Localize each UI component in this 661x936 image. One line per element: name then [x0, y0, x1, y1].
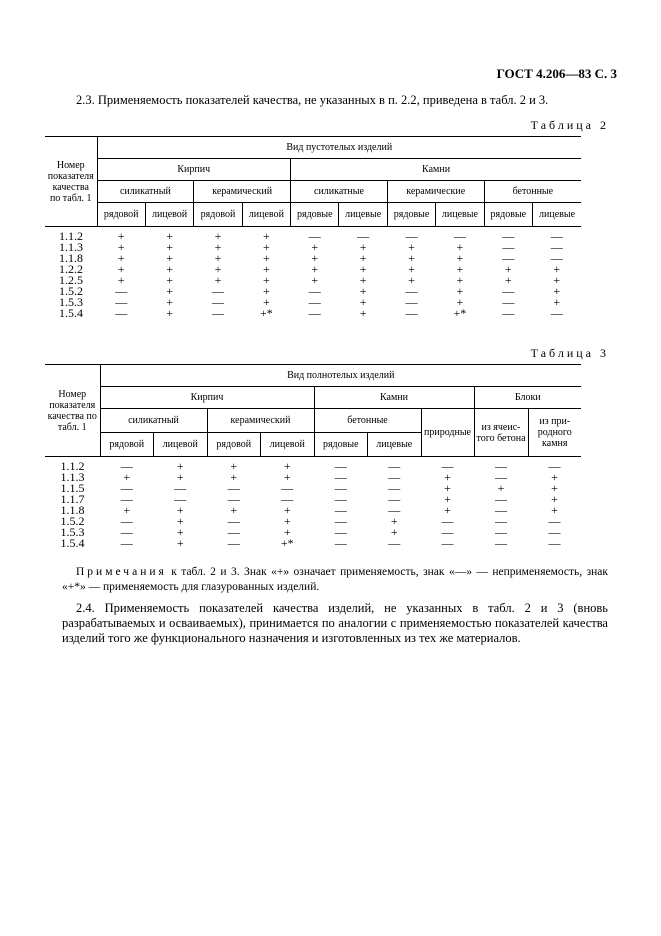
table-cell: — [495, 459, 507, 473]
table2-col-header: рядовой [97, 203, 145, 227]
table-cell: + [359, 284, 367, 298]
table-cell: — [334, 536, 347, 550]
notes-label: Примечания [76, 566, 167, 578]
row-id: 1.5.2 [59, 284, 83, 298]
table-cell: + [166, 273, 173, 287]
table-cell: + [176, 459, 184, 473]
table-cell: — [334, 481, 347, 495]
table-cell: + [262, 251, 270, 265]
table2-col-header: рядовые [484, 203, 532, 227]
table2-caption: Таблица 2 [530, 118, 609, 132]
table-cell: + [456, 284, 464, 298]
table-cell: — [308, 295, 321, 309]
table-cell: — [405, 284, 418, 298]
table-cell: + [359, 262, 367, 276]
table-cell: + [456, 240, 464, 254]
table-cell: + [359, 295, 367, 309]
table-cell: + [359, 306, 367, 320]
table-cell: — [120, 525, 133, 539]
table3-col-header: рядовые [314, 433, 368, 457]
table-cell: + [166, 306, 173, 320]
table2-col-header: лицевые [436, 203, 484, 227]
table-cell: + [408, 240, 415, 254]
table2-sub-silicate-pl: силикатные [291, 181, 388, 203]
table-cell: + [214, 273, 222, 287]
table-cell: + [262, 229, 270, 243]
row-id: 1.1.3 [60, 470, 85, 484]
table2-sub-silicate: силикатный [97, 181, 194, 203]
table-cell: + [551, 503, 558, 517]
table-cell: + [262, 295, 270, 309]
table-cell: + [408, 251, 415, 265]
table3-col-natural-stone: из при-родного камня [528, 409, 581, 457]
table-cell: — [548, 525, 561, 539]
table-cell: — [548, 536, 561, 550]
row-id: 1.1.8 [60, 503, 85, 517]
table3-group-blocks: Блоки [474, 387, 581, 409]
table-cell: — [388, 492, 401, 506]
table-cell: + [359, 273, 367, 287]
table-cell: + [456, 273, 464, 287]
table-cell: — [502, 251, 515, 265]
table-cell: + [456, 295, 464, 309]
table-cell: + [390, 514, 398, 528]
table-cell: — [308, 229, 321, 243]
table-cell: — [211, 295, 224, 309]
table-cell: + [262, 273, 270, 287]
table-cell: + [176, 525, 184, 539]
table2-sub-concrete: бетонные [484, 181, 581, 203]
table-cell: + [214, 240, 222, 254]
table-cell: — [227, 525, 240, 539]
table-2 [45, 136, 581, 319]
table-cell: + [166, 240, 173, 254]
table-cell: — [227, 514, 240, 528]
table-cell: — [495, 525, 507, 539]
table-cell: + [551, 492, 558, 506]
table3-title: Вид полнотелых изделий [100, 365, 581, 387]
table-cell: — [495, 514, 507, 528]
table3-col-header: рядовой [100, 433, 154, 457]
table3-col-header: лицевые [368, 433, 422, 457]
table-cell: — [281, 492, 294, 506]
row-id: 1.5.4 [60, 536, 85, 550]
table3-col-natural: природные [421, 409, 474, 457]
table2-row-header: Номер показателя качества по табл. 1 [45, 137, 97, 227]
table-cell: — [227, 536, 240, 550]
table-cell: + [166, 251, 173, 265]
table-cell: + [262, 240, 270, 254]
row-id: 1.5.4 [59, 306, 83, 320]
table2-col-header: рядовые [291, 203, 339, 227]
table-cell: + [283, 514, 291, 528]
table3-col-header: лицевой [261, 433, 315, 457]
table-cell: + [283, 459, 291, 473]
table-cell: + [117, 262, 125, 276]
table-cell: — [174, 481, 187, 495]
table2-col-header: лицевой [242, 203, 290, 227]
table-cell: — [227, 492, 240, 506]
table-cell: + [214, 229, 222, 243]
table-cell: — [115, 295, 128, 309]
table-cell: — [227, 481, 240, 495]
table-cell: + [408, 262, 415, 276]
table-cell: + [283, 525, 291, 539]
table2-col-header: рядовые [387, 203, 435, 227]
table-cell: — [453, 229, 466, 243]
table-cell: + [551, 470, 558, 484]
table-cell: + [444, 492, 451, 506]
table-cell: — [308, 284, 321, 298]
table-cell: + [117, 240, 125, 254]
row-id: 1.1.5 [60, 481, 85, 495]
table-cell: — [441, 514, 454, 528]
table-cell: — [550, 229, 563, 243]
table-cell: + [117, 273, 125, 287]
table-cell: — [120, 514, 133, 528]
table-cell: — [120, 536, 133, 550]
table-cell: — [502, 284, 515, 298]
table-cell: — [495, 470, 507, 484]
table-cell: + [176, 503, 184, 517]
paragraph-2-4: 2.4. Применяемость показателей качества изделий, не указанных в табл. 2 и 3 (вновь разрабатываемых и осваиваемых), принимается по аналогии с применяемостью показателей качества изделий того же функционального назначения и изготовленных из тех же материалов. [62, 601, 608, 645]
table-cell: +* [453, 306, 467, 320]
table-cell: + [176, 536, 184, 550]
table-cell: — [388, 503, 401, 517]
table3-sub-ceramic: керамический [207, 409, 314, 433]
table-cell: — [211, 306, 224, 320]
table-cell: — [334, 470, 347, 484]
table2-col-header: лицевые [339, 203, 387, 227]
table-cell: + [553, 273, 561, 287]
table-cell: — [120, 492, 133, 506]
table-cell: — [550, 240, 563, 254]
table3-row-header: Номер показателя качества по табл. 1 [45, 365, 100, 457]
table-cell: — [334, 514, 347, 528]
table-cell: — [115, 284, 128, 298]
table-cell: + [456, 262, 464, 276]
table2-col-header: лицевой [145, 203, 193, 227]
paragraph-2-3: 2.3. Применяемость показателей качества, не указанных в п. 2.2, приведена в табл. 2 и 3. [76, 93, 549, 107]
table-cell: + [390, 525, 398, 539]
table2-col-header: лицевые [533, 203, 582, 227]
table2-sub-ceramic: керамический [194, 181, 291, 203]
table-cell: — [405, 229, 418, 243]
table-cell: — [120, 459, 133, 473]
page-header: ГОСТ 4.206—83 С. 3 [496, 66, 617, 81]
table-cell: — [115, 306, 128, 320]
table2-col-header: рядовой [194, 203, 242, 227]
row-id: 1.1.2 [60, 459, 85, 473]
table-cell: — [550, 306, 563, 320]
table-cell: + [262, 284, 270, 298]
table3-col-header: лицевой [154, 433, 208, 457]
table-cell: + [166, 229, 173, 243]
table-cell: — [502, 306, 515, 320]
table-cell: + [311, 262, 319, 276]
table-cell: + [444, 470, 451, 484]
row-id: 1.2.2 [59, 262, 83, 276]
table-cell: + [230, 470, 238, 484]
notes-text: к табл. 2 и 3. Знак «+» означает применяемость, знак «—» — неприменяемость, знак «+*» — применяемость для глазурованных изделий. [62, 566, 608, 593]
table-cell: — [281, 481, 294, 495]
table-cell: — [334, 459, 347, 473]
table-cell: + [214, 251, 222, 265]
table-cell: + [117, 229, 125, 243]
table-cell: — [441, 536, 454, 550]
table3-col-cellular-concrete: из ячеис-того бетона [474, 409, 528, 457]
table-cell: — [388, 470, 401, 484]
table-cell: — [357, 229, 370, 243]
table-cell: + [551, 481, 558, 495]
table-cell: — [388, 459, 401, 473]
table-cell: + [444, 503, 451, 517]
table2-body [45, 227, 581, 320]
table-cell: — [388, 481, 401, 495]
row-id: 1.5.3 [60, 525, 85, 539]
table-cell: + [123, 503, 131, 517]
table-cell: + [504, 262, 512, 276]
table-cell: + [176, 470, 184, 484]
table-cell: + [408, 273, 415, 287]
table-cell: + [166, 284, 173, 298]
table-cell: + [230, 459, 238, 473]
table-cell: — [502, 240, 515, 254]
table-cell: — [495, 536, 507, 550]
table-cell: — [548, 514, 561, 528]
table3-group-brick: Кирпич [100, 387, 314, 409]
table2-group-stones: Камни [291, 159, 581, 181]
row-id: 1.1.8 [59, 251, 83, 265]
table-cell: — [334, 492, 347, 506]
table-cell: — [441, 525, 454, 539]
table-row [45, 538, 581, 549]
table-cell: + [311, 240, 319, 254]
table-cell: — [495, 492, 507, 506]
notes [62, 565, 608, 595]
table-cell: + [283, 470, 291, 484]
table-cell: — [308, 306, 321, 320]
table-cell: — [495, 503, 507, 517]
table-cell: — [388, 536, 401, 550]
table3-group-stones: Камни [314, 387, 474, 409]
table-cell: + [166, 295, 173, 309]
table-cell: + [504, 273, 512, 287]
table-cell: — [550, 251, 563, 265]
table3-caption: Таблица 3 [530, 346, 609, 360]
table-cell: + [262, 262, 270, 276]
table3-sub-silicate: силикатный [100, 409, 207, 433]
table3-col-header: рядовой [207, 433, 261, 457]
table-cell: — [548, 459, 561, 473]
table-cell: + [230, 503, 238, 517]
table-cell: + [166, 262, 173, 276]
table-cell: — [502, 229, 515, 243]
table-cell: + [359, 240, 367, 254]
table-cell: + [123, 470, 131, 484]
table-cell: — [334, 503, 347, 517]
table-cell: — [211, 284, 224, 298]
table-cell: +* [259, 306, 273, 320]
table-cell: — [174, 492, 187, 506]
row-id: 1.5.2 [60, 514, 85, 528]
table-cell: + [117, 251, 125, 265]
table2-sub-ceramic-pl: керамические [387, 181, 484, 203]
table-cell: — [405, 306, 418, 320]
table3-sub-concrete: бетонные [314, 409, 421, 433]
table-cell: + [283, 503, 291, 517]
row-id: 1.5.3 [59, 295, 83, 309]
table2-group-brick: Кирпич [97, 159, 291, 181]
table-cell: + [214, 262, 222, 276]
row-id: 1.1.7 [60, 492, 85, 506]
table-cell: + [311, 273, 319, 287]
table3-body [45, 457, 581, 550]
table-cell: + [359, 251, 367, 265]
table-cell: +* [280, 536, 294, 550]
table-cell: + [497, 481, 505, 495]
row-id: 1.2.5 [59, 273, 83, 287]
table-cell: — [502, 295, 515, 309]
table-cell: — [334, 525, 347, 539]
table-cell: + [553, 284, 561, 298]
table-cell: — [441, 459, 454, 473]
table-cell: + [444, 481, 451, 495]
table-cell: + [553, 295, 561, 309]
table-3 [45, 364, 581, 549]
table-cell: + [553, 262, 561, 276]
row-id: 1.1.3 [59, 240, 83, 254]
table2-title: Вид пустотелых изделий [97, 137, 581, 159]
table-row [45, 308, 581, 319]
table-cell: — [405, 295, 418, 309]
table-cell: + [176, 514, 184, 528]
table-cell: + [311, 251, 319, 265]
table-cell: + [456, 251, 464, 265]
row-id: 1.1.2 [59, 229, 83, 243]
table-cell: — [120, 481, 133, 495]
